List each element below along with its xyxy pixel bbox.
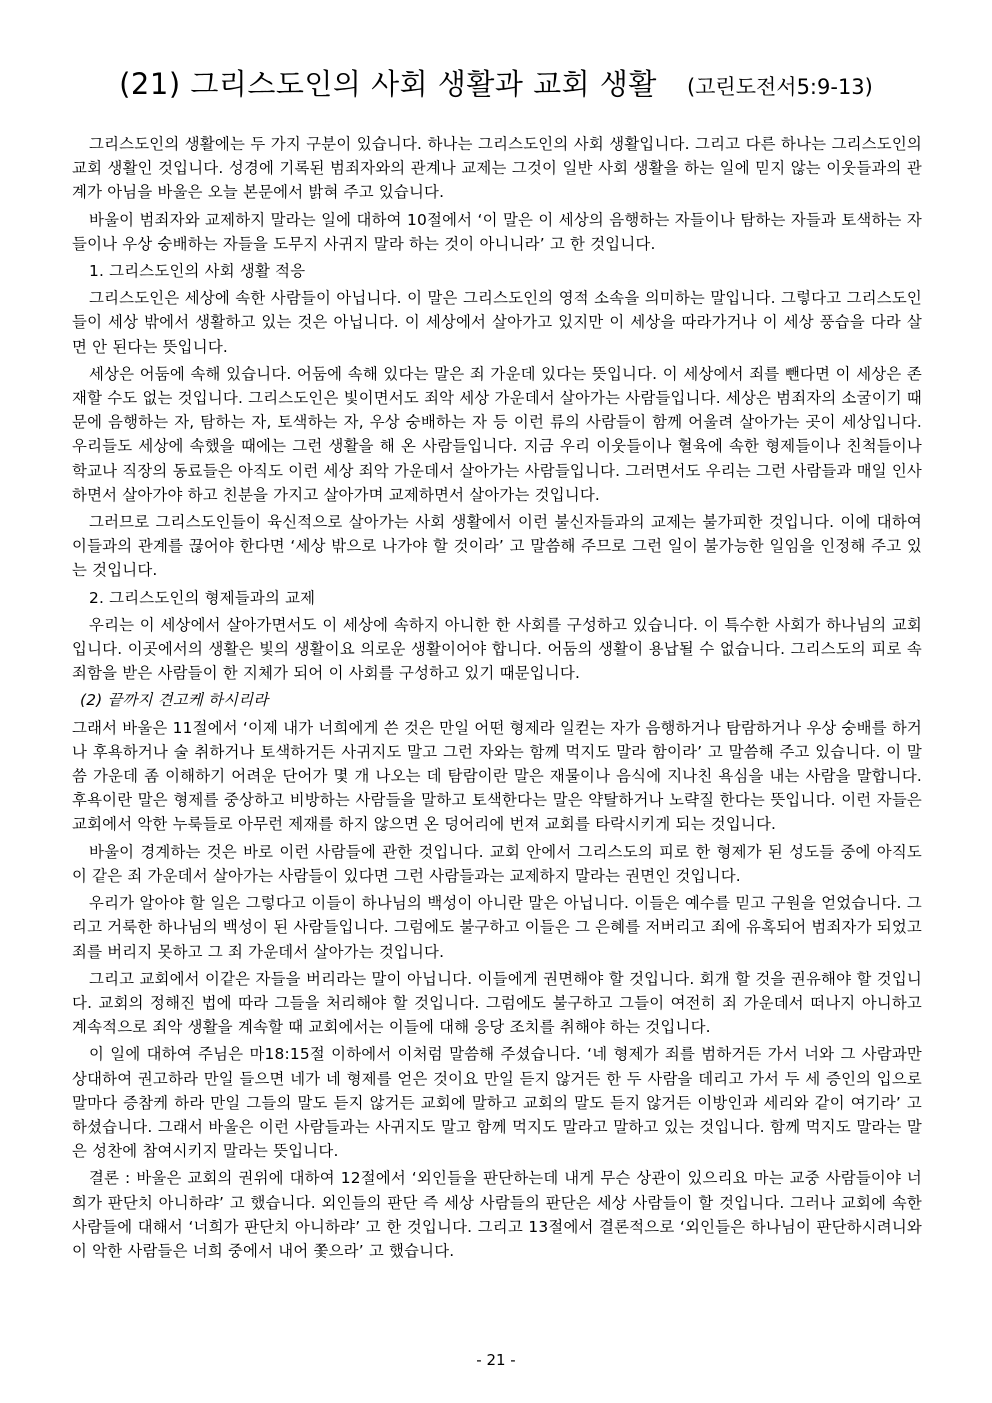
paragraph: 세상은 어둠에 속해 있습니다. 어둠에 속해 있다는 말은 죄 가운데 있다는 뜻입니다. 이 세상에서 죄를 뺀다면 이 세상은 존재할 수도 없는 것입니다. 그리스도인은 빛이면서도 죄악 세상 가운데서 살아가는 사람들입니다. 세상은 범죄자의 소굴이기 때문에 음행하는 자, 탐하는 자, 토색하는 자, 우상 숭배하는 자 등 이런 류의 사람들이 함께 어울려 살아가는 곳이 세상입니다. 우리들도 세상에 속했을 때에는 그런 생활을 해 온 사람들입니다. 지금 우리 이웃들이나 혈육에 속한 형제들이나 친척들이나 학교나 직장의 동료들은 아직도 이런 세상 죄악 가운데서 살아가는 사람들입니다. 그러면서도 우리는 그런 사람들과 매일 인사하면서 살아가야 하고 친분을 가지고 살아가며 교제하면서 살아가는 것입니다. [72, 364, 922, 504]
paragraph: 그리스도인은 세상에 속한 사람들이 아닙니다. 이 말은 그리스도인의 영적 소속을 의미하는 말입니다. 그렇다고 그리스도인들이 세상 밖에서 생활하고 있는 것은 아닙니다. 이 세상에서 살아가고 있지만 이 세상을 따라가거나 이 세상 풍습을 다라 살면 안 된다는 뜻입니다. [72, 289, 922, 356]
document-body [72, 132, 922, 1266]
paragraph: 그리고 교회에서 이같은 자들을 버리라는 말이 아닙니다. 이들에게 권면해야 할 것입니다. 회개 할 것을 권유해야 할 것입니다. 교회의 정해진 법에 따라 그들을 처리해야 할 것입니다. 그럼에도 불구하고 그들이 여전히 죄 가운데서 떠나지 아니하고 계속적으로 죄악 생활을 계속할 때 교회에서는 이들에 대해 응당 조치를 취해야 하는 것입니다. [72, 969, 922, 1037]
paragraph-verse-10: 바울이 범죄자와 교제하지 말라는 일에 대하여 10절에서 ‘이 말은 이 세상의 음행하는 자들이나 탐하는 자들과 토색하는 자들이나 우상 숭배하는 자들을 도무지 사귀지 말라 하는 것이 아니니라’ 고 한 것입니다. [72, 210, 922, 253]
paragraph-verse-11: 그래서 바울은 11절에서 ‘이제 내가 너희에게 쓴 것은 만일 어떤 형제라 일컫는 자가 음행하거나 탐람하거나 우상 숭배를 하거나 후욕하거나 술 취하거나 토색하거든 사귀지도 말고 그런 자와는 함께 먹지도 말라 함이라’ 고 말씀해 주고 있습니다. 이 말씀 가운데 좀 이해하기 어려운 단어가 몇 개 나오는 데 탐람이란 말은 재물이나 음식에 지나친 욕심을 내는 사람을 말합니다. 후욕이란 말은 형제를 중상하고 비방하는 사람들을 말하고 토색한다는 말은 약탈하거나 노략질 한다는 뜻입니다. 이런 자들은 교회에서 악한 누룩들로 아무런 제재를 하지 않으면 온 덩어리에 번져 교회를 타락시키게 되는 것입니다. [72, 718, 922, 834]
paragraph: 그러므로 그리스도인들이 육신적으로 살아가는 사회 생활에서 이런 불신자들과의 교제는 불가피한 것입니다. 이에 대하여 이들과의 관계를 끊어야 한다면 ‘세상 밖으로 나가야 할 것이라’ 고 말씀해 주므로 그런 일이 불가능한 일임을 인정해 주고 있는 것입니다. [72, 513, 922, 580]
paragraph: 바울이 경계하는 것은 바로 이런 사람들에 관한 것입니다. 교회 안에서 그리스도의 피로 한 형제가 된 성도들 중에 아직도 이 같은 죄 가운데서 살아가는 사람들이 있다면 그런 사람들과는 교제하지 말라는 권면인 것입니다. [72, 842, 922, 885]
page-number: - 21 - [476, 1351, 516, 1369]
section-heading-1: 1. 그리스도인의 사회 생활 적응 [89, 262, 306, 281]
paragraph-matthew-18: 이 일에 대하여 주님은 마18:15절 이하에서 이처럼 말씀해 주셨습니다. ‘네 형제가 죄를 범하거든 가서 너와 그 사람과만 상대하여 권고하라 만일 들으면 네가 네 형제를 얻은 것이요 만일 듣지 않거든 한 두 사람을 데리고 가서 두 세 증인의 입으로 말마다 증참케 하라 만일 그들의 말도 듣지 않거든 교회에 말하고 교회의 말도 듣지 않거든 이방인과 세리와 같이 여기라’ 고 하셨습니다. 그래서 바울은 이런 사람들과는 사귀지도 말고 함께 먹지도 말라고 말하고 있는 것입니다. 함께 먹지도 말라는 말은 성찬에 참여시키지 말라는 뜻입니다. [72, 1045, 922, 1161]
scripture-reference: (고린도전서5:9-13) [686, 75, 873, 99]
paragraph-intro: 그리스도인의 생활에는 두 가지 구분이 있습니다. 하나는 그리스도인의 사회 생활입니다. 그리고 다른 하나는 그리스도인의 교회 생활인 것입니다. 성경에 기록된 범죄자와의 관계나 교제는 그것이 일반 사회 생활을 하는 일에 믿지 않는 이웃들과의 관계가 아님을 바울은 오늘 본문에서 밝혀 주고 있습니다. [72, 135, 922, 202]
subheading: (2) 끝까지 견고케 하시리라 [80, 691, 269, 710]
paragraph: 우리가 알아야 할 일은 그렇다고 이들이 하나님의 백성이 아니란 말은 아닙니다. 이들은 예수를 믿고 구원을 얻었습니다. 그리고 거룩한 하나님의 백성이 된 사람들입니다. 그럼에도 불구하고 이들은 그 은혜를 저버리고 죄에 유혹되어 범죄자가 되었고 죄를 버리지 못하고 그 죄 가운데서 살아가는 것입니다. [72, 894, 922, 961]
paragraph-conclusion: 결론 : 바울은 교회의 권위에 대하여 12절에서 ‘외인들을 판단하는데 내게 무슨 상관이 있으리요 마는 교중 사람들이야 너희가 판단치 아니하랴’ 고 했습니다. 외인들의 판단 즉 세상 사람들의 판단은 세상 사람들이 할 것입니다. 그러나 교회에 속한 사람들에 대해서 ‘너희가 판단치 아니하랴’ 고 한 것입니다. 그리고 13절에서 결론적으로 ‘외인들은 하나님이 판단하시려니와 이 악한 사람들은 너희 중에서 내어 쫓으라’ 고 했습니다. [72, 1169, 922, 1260]
title-text: (21) 그리스도인의 사회 생활과 교회 생활 [119, 67, 657, 101]
paragraph: 우리는 이 세상에서 살아가면서도 이 세상에 속하지 아니한 한 사회를 구성하고 있습니다. 이 특수한 사회가 하나님의 교회입니다. 이곳에서의 생활은 빛의 생활이요 의로운 생활이어야 합니다. 어둠의 생활이 용납될 수 없습니다. 그리스도의 피로 속죄함을 받은 사람들이 한 지체가 되어 이 사회를 구성하고 있기 때문입니다. [72, 615, 922, 683]
section-heading-2: 2. 그리스도인의 형제들과의 교제 [89, 588, 316, 607]
page-title [70, 62, 922, 103]
